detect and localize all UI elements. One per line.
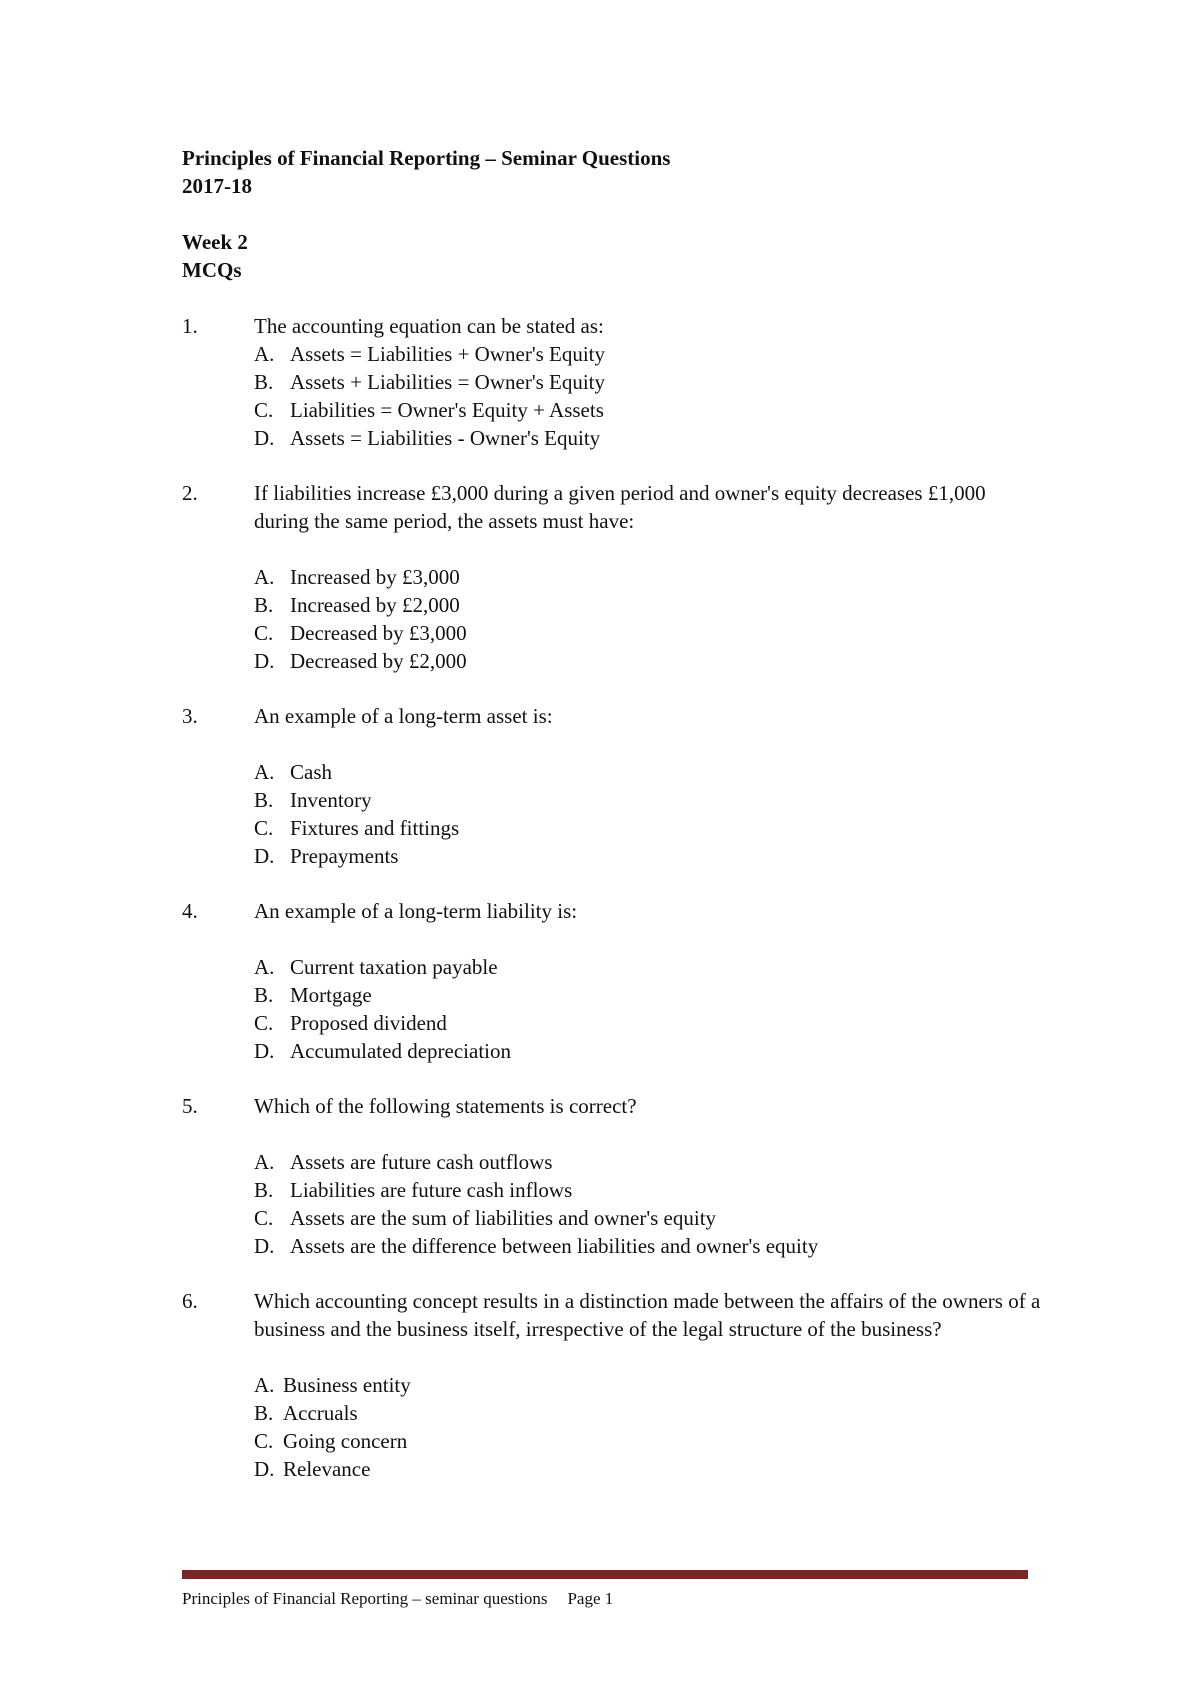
option-letter: C.: [254, 1429, 274, 1453]
option-letter: D.: [254, 1039, 275, 1063]
question-body: [254, 1287, 1042, 1483]
option-b: [254, 368, 1042, 396]
option-text: Assets + Liabilities = Owner's Equity: [290, 370, 606, 394]
option-list: [254, 340, 1042, 452]
option-d: [254, 647, 1042, 675]
option-c: [254, 1009, 1042, 1037]
option-text: Assets = Liabilities + Owner's Equity: [290, 342, 606, 366]
question-body: [254, 1092, 1042, 1260]
option-b: [254, 591, 1042, 619]
option-letter: C.: [254, 398, 274, 422]
footer-text: Principles of Financial Reporting – seminar questions: [182, 1589, 548, 1608]
option-letter: B.: [254, 1401, 274, 1425]
question-1: [182, 312, 1042, 452]
question-6: [182, 1287, 1042, 1483]
question-text: Which of the following statements is correct?: [254, 1094, 637, 1118]
option-c: [254, 1204, 1042, 1232]
question-list: [182, 312, 1042, 1510]
question-text: Which accounting concept results in a distinction made between the affairs of the owners of a business and the business itself, irrespective of the legal structure of the business?: [254, 1289, 1041, 1341]
option-text: Liabilities are future cash inflows: [290, 1178, 573, 1202]
question-body: [254, 702, 1042, 870]
option-text: Fixtures and fittings: [290, 816, 460, 840]
option-c: [254, 619, 1042, 647]
option-letter: A.: [254, 565, 275, 589]
option-text: Prepayments: [290, 844, 399, 868]
option-b: [254, 1399, 1042, 1427]
question-5: [182, 1092, 1042, 1260]
section-label: MCQs: [182, 258, 242, 282]
option-a: [254, 758, 1042, 786]
document-title: Principles of Financial Reporting – Seminar Questions: [182, 146, 671, 170]
option-b: [254, 981, 1042, 1009]
question-text: An example of a long-term asset is:: [254, 704, 553, 728]
header-spacer: [182, 200, 670, 228]
footer-divider: [182, 1570, 1028, 1579]
option-text: Increased by £3,000: [290, 565, 460, 589]
option-letter: B.: [254, 983, 274, 1007]
option-letter: A.: [254, 760, 275, 784]
option-list: [254, 563, 1042, 675]
option-b: [254, 1176, 1042, 1204]
option-letter: B.: [254, 1178, 274, 1202]
question-number: 6.: [182, 1289, 198, 1313]
option-letter: B.: [254, 593, 274, 617]
question-number: 3.: [182, 704, 198, 728]
question-text: If liabilities increase £3,000 during a given period and owner's equity decreases £1,000 during the same period, the assets must have:: [254, 481, 986, 533]
option-c: [254, 814, 1042, 842]
question-body: [254, 897, 1042, 1065]
option-a: [254, 340, 1042, 368]
option-d: [254, 1037, 1042, 1065]
page-footer: [182, 1588, 613, 1610]
option-letter: D.: [254, 844, 275, 868]
option-a: [254, 563, 1042, 591]
option-text: Assets are the sum of liabilities and owner's equity: [290, 1206, 717, 1230]
page-number: Page 1: [567, 1589, 614, 1608]
option-text: Relevance: [283, 1457, 371, 1481]
option-d: [254, 842, 1042, 870]
question-text: An example of a long-term liability is:: [254, 899, 578, 923]
option-text: Business entity: [283, 1373, 411, 1397]
option-letter: C.: [254, 621, 274, 645]
question-number: 1.: [182, 314, 198, 338]
question-3: [182, 702, 1042, 870]
option-text: Mortgage: [290, 983, 372, 1007]
option-letter: D.: [254, 1457, 275, 1481]
option-text: Increased by £2,000: [290, 593, 460, 617]
option-letter: B.: [254, 788, 274, 812]
option-text: Decreased by £2,000: [290, 649, 467, 673]
option-letter: A.: [254, 1150, 275, 1174]
option-text: Accruals: [283, 1401, 358, 1425]
question-body: [254, 312, 1042, 452]
option-text: Inventory: [290, 788, 372, 812]
question-body: [254, 479, 1042, 675]
option-a: [254, 1148, 1042, 1176]
option-letter: A.: [254, 1373, 275, 1397]
option-text: Going concern: [283, 1429, 408, 1453]
question-4: [182, 897, 1042, 1065]
option-d: [254, 424, 1042, 452]
question-number: 4.: [182, 899, 198, 923]
option-c: [254, 1427, 1042, 1455]
option-text: Cash: [290, 760, 332, 784]
option-text: Assets are future cash outflows: [290, 1150, 553, 1174]
option-list: [254, 953, 1042, 1065]
option-letter: D.: [254, 426, 275, 450]
option-text: Decreased by £3,000: [290, 621, 467, 645]
option-letter: C.: [254, 1011, 274, 1035]
option-d: [254, 1232, 1042, 1260]
option-list: [254, 1148, 1042, 1260]
option-c: [254, 396, 1042, 424]
option-text: Proposed dividend: [290, 1011, 447, 1035]
option-a: [254, 1371, 1042, 1399]
option-text: Liabilities = Owner's Equity + Assets: [290, 398, 604, 422]
document-header: [182, 144, 670, 284]
option-text: Accumulated depreciation: [290, 1039, 511, 1063]
academic-year: 2017-18: [182, 174, 252, 198]
question-number: 5.: [182, 1094, 198, 1118]
option-list: [254, 758, 1042, 870]
option-list: [254, 1371, 1042, 1483]
option-b: [254, 786, 1042, 814]
option-text: Current taxation payable: [290, 955, 498, 979]
question-2: [182, 479, 1042, 675]
question-number: 2.: [182, 481, 198, 505]
option-text: Assets = Liabilities - Owner's Equity: [290, 426, 601, 450]
option-d: [254, 1455, 1042, 1483]
option-letter: A.: [254, 342, 275, 366]
option-letter: C.: [254, 1206, 274, 1230]
option-a: [254, 953, 1042, 981]
option-letter: A.: [254, 955, 275, 979]
option-letter: C.: [254, 816, 274, 840]
option-letter: D.: [254, 1234, 275, 1258]
option-letter: B.: [254, 370, 274, 394]
week-label: Week 2: [182, 230, 248, 254]
option-text: Assets are the difference between liabilities and owner's equity: [290, 1234, 819, 1258]
question-text: The accounting equation can be stated as:: [254, 314, 604, 338]
option-letter: D.: [254, 649, 275, 673]
